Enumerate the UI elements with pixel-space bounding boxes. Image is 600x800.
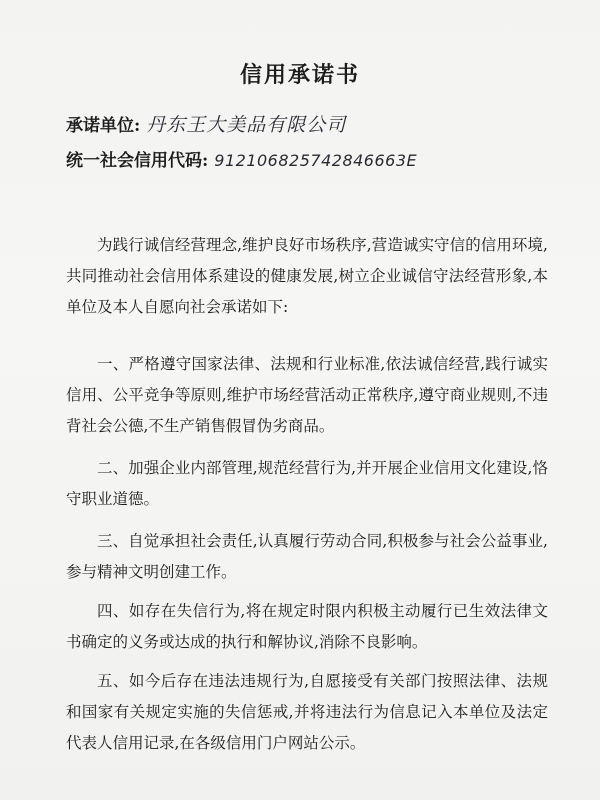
- commitment-item-3: 三、自觉承担社会责任,认真履行劳动合同,积极参与社会公益事业,参与精神文明创建工作。: [66, 531, 548, 581]
- commitment-item-1: 一、严格遵守国家法律、法规和行业标准,依法诚信经营,践行诚实信用、公平竞争等原则,维护市场经营活动正常秩序,遵守商业规则,不违背社会公德,不生产销售假冒伪劣商品。: [66, 354, 548, 435]
- commitment-item-5: 五、如今后存在违法违规行为,自愿接受有关部门按照法律、法规和国家有关规定实施的失信惩戒,并将违法行为信息记入本单位及法定代表人信用记录,在各级信用门户网站公示。: [66, 671, 548, 752]
- commitment-item-2: 二、加强企业内部管理,规范经营行为,并开展企业信用文化建设,恪守职业道德。: [66, 458, 548, 508]
- document-title: 信用承诺书: [239, 62, 360, 88]
- commitment-item-4: 四、如存在失信行为,将在规定时限内积极主动履行已生效法律文书确定的义务或达成的执行和解协议,消除不良影响。: [66, 601, 548, 651]
- commitment-unit-row: [66, 110, 346, 137]
- intro-paragraph: 为践行诚信经营理念,维护良好市场秩序,营造诚实守信的信用环境,共同推动社会信用体系建设的健康发展,树立企业诚信守法经营形象,本单位及本人自愿向社会承诺如下:: [66, 235, 548, 316]
- commitment-unit-value: 丹东王大美品有限公司: [146, 114, 347, 136]
- credit-code-label: 统一社会信用代码:: [66, 151, 209, 171]
- commitment-unit-label: 承诺单位:: [66, 116, 141, 136]
- credit-code-value: 912106825742846663E: [214, 151, 418, 170]
- credit-code-row: [66, 146, 417, 171]
